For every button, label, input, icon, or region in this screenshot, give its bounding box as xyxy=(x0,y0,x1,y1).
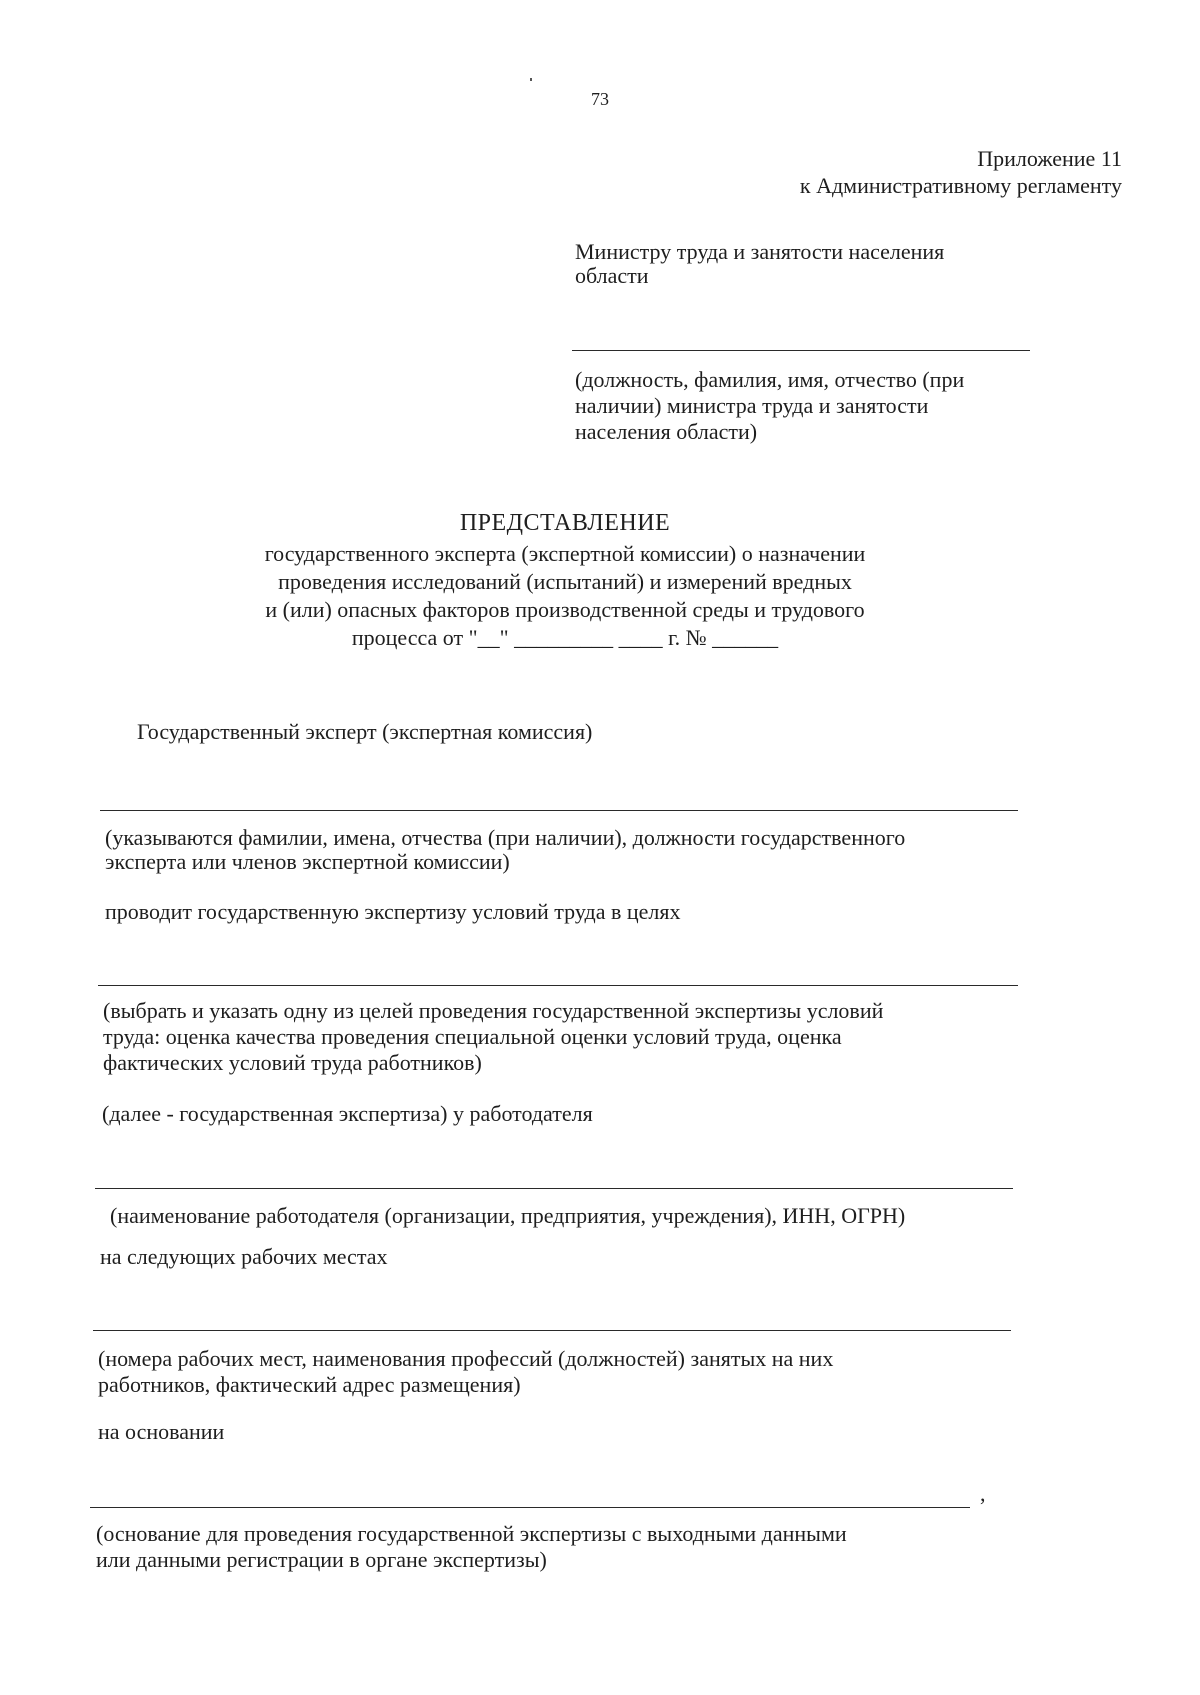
workplaces-hint-2: работников, фактический адрес размещения) xyxy=(98,1372,521,1397)
purpose-label: проводит государственную экспертизу условий труда в целях xyxy=(105,899,681,924)
heading-line-4: процесса от "__" _________ ____ г. № ______ xyxy=(351,625,779,650)
basis-comma: , xyxy=(980,1481,986,1506)
workplaces-hint-1: (номера рабочих мест, наименования профессий (должностей) занятых на них xyxy=(98,1346,834,1371)
expert-fill-line xyxy=(100,810,1018,811)
document-title xyxy=(0,510,1130,537)
purpose-fill-line xyxy=(98,985,1018,986)
expert-hint-2: эксперта или членов экспертной комиссии) xyxy=(105,849,510,874)
addressee-hint-1: (должность, фамилия, имя, отчество (при xyxy=(575,367,965,392)
addressee-line-2: области xyxy=(575,263,649,288)
employer-hint: (наименование работодателя (организации, предприятия, учреждения), ИНН, ОГРН) xyxy=(110,1203,906,1228)
basis-fill-line xyxy=(90,1507,970,1508)
addressee-line-1: Министру труда и занятости населения xyxy=(575,239,945,264)
heading-line-2: проведения исследований (испытаний) и измерений вредных xyxy=(278,569,852,594)
expert-label: Государственный эксперт (экспертная комиссия) xyxy=(137,719,593,744)
employer-fill-line xyxy=(95,1188,1013,1189)
scan-speck xyxy=(530,78,532,81)
basis-label: на основании xyxy=(98,1419,225,1444)
expert-hint-1: (указываются фамилии, имена, отчества (при наличии), должности государственного xyxy=(105,825,906,850)
workplaces-label: на следующих рабочих местах xyxy=(100,1244,388,1269)
purpose-hint-3: фактических условий труда работников) xyxy=(103,1050,482,1075)
appendix-regulation: к Административному регламенту xyxy=(799,173,1122,198)
employer-label: (далее - государственная экспертиза) у работодателя xyxy=(102,1101,593,1126)
basis-hint-2: или данными регистрации в органе экспертизы) xyxy=(96,1547,547,1572)
workplaces-fill-line xyxy=(93,1330,1011,1331)
heading-line-3: и (или) опасных факторов производственной среды и трудового xyxy=(265,597,865,622)
page-number: 73 xyxy=(591,89,609,109)
purpose-hint-2: труда: оценка качества проведения специальной оценки условий труда, оценка xyxy=(103,1024,842,1049)
addressee-fill-line xyxy=(572,350,1030,351)
addressee-hint-2: наличии) министра труда и занятости xyxy=(575,393,929,418)
appendix-number: Приложение 11 xyxy=(977,146,1122,171)
basis-hint-1: (основание для проведения государственной экспертизы с выходными данными xyxy=(96,1521,847,1546)
document-title-text: ПРЕДСТАВЛЕНИЕ xyxy=(459,510,671,536)
heading-line-1: государственного эксперта (экспертной комиссии) о назначении xyxy=(264,541,866,566)
addressee-hint-3: населения области) xyxy=(575,419,758,444)
purpose-hint-1: (выбрать и указать одну из целей проведения государственной экспертизы условий xyxy=(103,998,884,1023)
